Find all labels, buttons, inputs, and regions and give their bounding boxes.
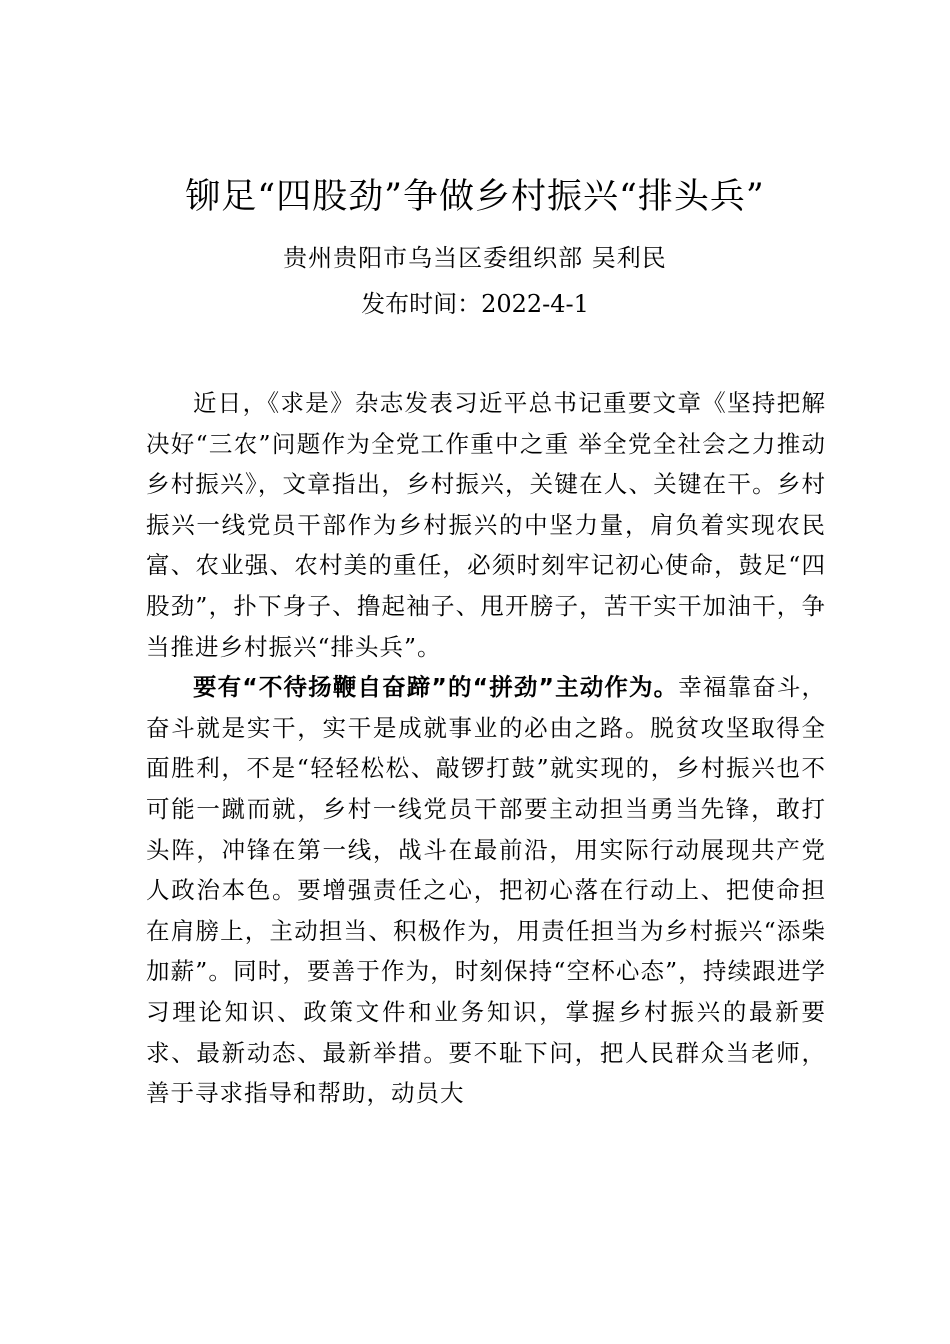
article-body xyxy=(146,383,826,1114)
section-body: 幸福靠奋斗，奋斗就是实干，实干是成就事业的必由之路。脱贫攻坚取得全面胜利，不是“轻轻松松、敲锣打鼓”就实现的，乡村振兴也不可能一蹴而就，乡村一线党员干部要主动担当勇当先锋，敢打头阵，冲锋在第一线，战斗在最前沿，用实际行动展现共产党人政治本色。要增强责任之心，把初心落在行动上、把使命担在肩膀上，主动担当、积极作为，用责任担当为乡村振兴“添柴加薪”。同时，要善于作为，时刻保持“空杯心态”，持续跟进学习理论知识、政策文件和业务知识，掌握乡村振兴的最新要求、最新动态、最新举措。要不耻下问，把人民群众当老师，善于寻求指导和帮助，动员大 xyxy=(146,673,827,1108)
section-heading: 要有“不待扬鞭自奋蹄”的“拼劲”主动作为。 xyxy=(193,673,679,702)
article-title: 铆足“四股劲”争做乡村振兴“排头兵” xyxy=(185,177,765,217)
publish-date: 发布时间：2022-4-1 xyxy=(361,290,589,318)
author-line: 贵州贵阳市乌当区委组织部 吴利民 xyxy=(283,244,667,272)
paragraph-intro: 近日，《求是》杂志发表习近平总书记重要文章《坚持把解决好“三农”问题作为全党工作重中之重 举全党全社会之力推动乡村振兴》，文章指出，乡村振兴，关键在人、关键在干。乡村振兴一线党员干部作为乡村振兴的中坚力量，肩负着实现农民富、农业强、农村美的重任，必须时刻牢记初心使命，鼓足“四股劲”，扑下身子、撸起袖子、甩开膀子，苦干实干加油干，争当推进乡村振兴“排头兵”。 xyxy=(146,389,826,661)
paragraph-section-1 xyxy=(146,667,826,1114)
